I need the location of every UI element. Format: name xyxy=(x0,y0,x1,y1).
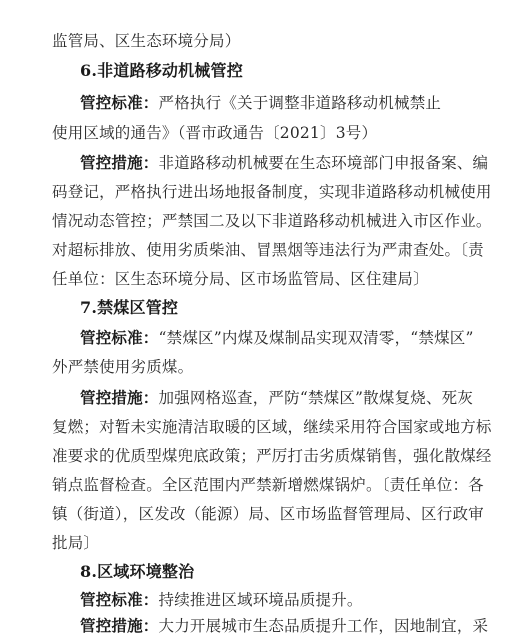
line-text: 使用区域的通告》（晋市政通告〔2021〕3号） xyxy=(52,124,378,142)
line-text: 持续推进区域环境品质提升。 xyxy=(158,591,363,609)
text-line xyxy=(52,416,492,438)
heading-text: 6.非道路移动机械管控 xyxy=(80,61,243,80)
text-line xyxy=(52,268,429,290)
text-line xyxy=(52,181,492,203)
section-heading xyxy=(80,297,178,319)
text-line xyxy=(80,589,363,611)
line-text: 对超标排放、使用劣质柴油、冒黑烟等违法行为严肃查处。〔责 xyxy=(52,241,484,259)
line-label: 管控标准： xyxy=(80,328,159,347)
text-line xyxy=(52,356,193,378)
line-text: 批局〕 xyxy=(52,534,100,552)
line-label: 管控标准： xyxy=(80,590,159,609)
text-line xyxy=(52,532,99,554)
text-line xyxy=(52,474,484,496)
line-text: 镇（街道），区发改（能源）局、区市场监督管理局、区行政审 xyxy=(52,505,484,523)
line-text: 大力开展城市生态品质提升工作，因地制宜，采 xyxy=(158,617,489,635)
section-heading xyxy=(80,561,194,583)
line-label: 管控措施： xyxy=(80,616,159,635)
heading-text: 8.区域环境整治 xyxy=(80,562,195,581)
line-label: 管控标准： xyxy=(80,93,159,112)
text-line xyxy=(52,239,484,261)
text-line xyxy=(80,387,473,409)
line-label: 管控措施： xyxy=(80,388,159,407)
line-label: 管控措施： xyxy=(80,153,159,172)
text-line xyxy=(80,152,488,174)
line-text: 任单位：区生态环境分局、区市场监管局、区住建局〕 xyxy=(52,270,429,288)
line-text: 非道路移动机械要在生态环境部门申报备案、编 xyxy=(158,154,489,172)
line-text: 情况动态管控；严禁国二及以下非道路移动机械进入市区作业。 xyxy=(52,212,492,230)
text-line xyxy=(52,210,492,232)
text-line xyxy=(52,503,484,525)
text-line xyxy=(52,30,240,52)
text-line xyxy=(80,327,474,349)
line-text: 监管局、区生态环境分局） xyxy=(52,32,241,50)
line-text: 加强网格巡查，严防“禁煤区”散煤复烧、死灰 xyxy=(158,389,474,407)
text-line xyxy=(52,122,377,144)
text-line xyxy=(80,92,441,114)
text-line xyxy=(52,445,492,467)
text-line xyxy=(80,615,488,637)
line-text: 复燃；对暂未实施清洁取暖的区域，继续采用符合国家或地方标 xyxy=(52,418,492,436)
line-text: 准要求的优质型煤兜底政策；严厉打击劣质煤销售，强化散煤经 xyxy=(52,447,492,465)
heading-text: 7.禁煤区管控 xyxy=(80,298,179,317)
section-heading xyxy=(80,60,243,82)
line-text: “禁煤区”内煤及煤制品实现双清零，“禁煤区” xyxy=(158,329,474,347)
line-text: 严格执行《关于调整非道路移动机械禁止 xyxy=(158,94,442,112)
line-text: 销点监督检查。全区范围内严禁新增燃煤锅炉。〔责任单位：各 xyxy=(52,476,484,494)
line-text: 外严禁使用劣质煤。 xyxy=(52,358,194,376)
line-text: 码登记，严格执行进出场地报备制度，实现非道路移动机械使用 xyxy=(52,183,492,201)
